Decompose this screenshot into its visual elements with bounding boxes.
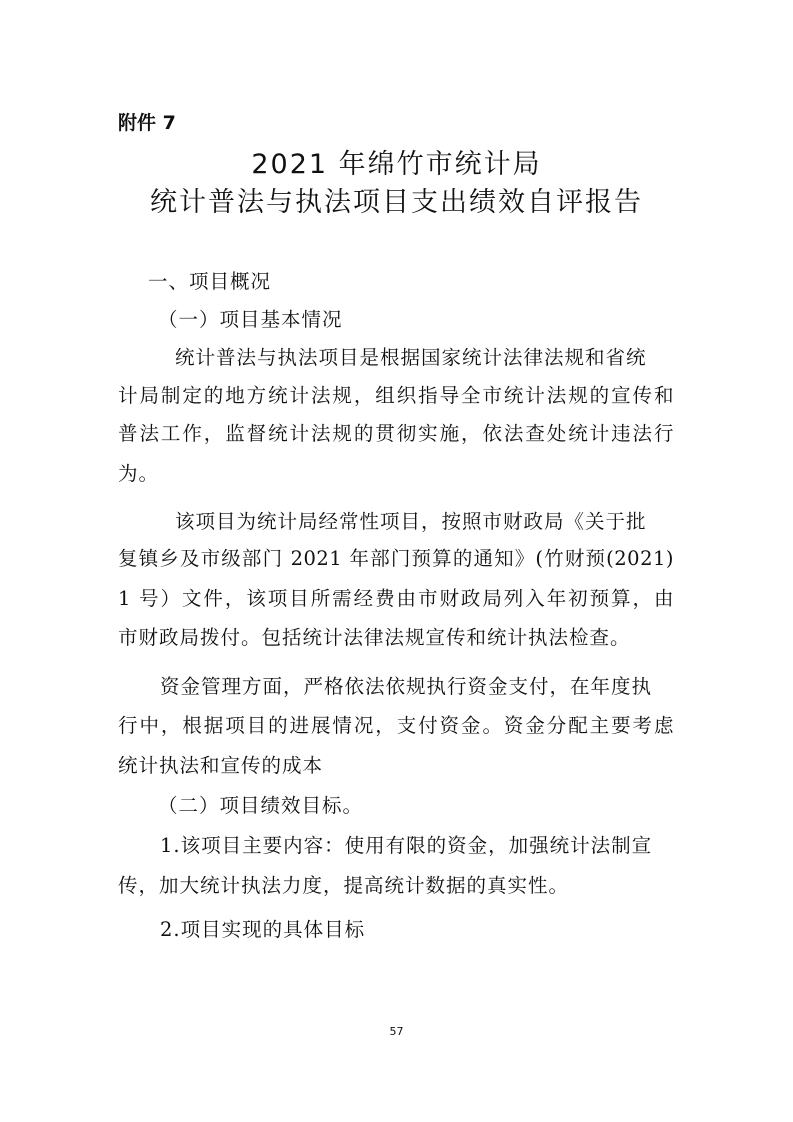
paragraph-line: 统计普法与执法项目是根据国家统计法律法规和省统 xyxy=(175,346,647,369)
paragraph-line: 复镇乡及市级部门 2021 年部门预算的通知》(竹财预(2021) xyxy=(118,547,674,570)
paragraph-line: 为。 xyxy=(118,462,160,485)
paragraph-line: 1 号）文件，该项目所需经费由市财政局列入年初预算，由 xyxy=(118,587,674,610)
section-heading-overview: 一、项目概况 xyxy=(148,270,272,293)
paragraph-line: 资金管理方面，严格依法依规执行资金支付，在年度执 xyxy=(160,675,653,698)
attachment-label: 附件 7 xyxy=(118,112,176,134)
paragraph-line: 行中，根据项目的进展情况，支付资金。资金分配主要考虑 xyxy=(118,714,674,737)
paragraph-line: 1.该项目主要内容：使用有限的资金，加强统计法制宣 xyxy=(160,834,653,857)
paragraph-line: 统计执法和宣传的成本 xyxy=(118,754,324,777)
paragraph-line: 计局制定的地方统计法规，组织指导全市统计法规的宣传和 xyxy=(118,384,674,407)
document-title-line-2: 统计普法与执法项目支出绩效自评报告 xyxy=(150,187,643,218)
paragraph-line: 2.项目实现的具体目标 xyxy=(160,918,366,941)
page-number: 57 xyxy=(389,1025,404,1038)
subsection-heading-performance-goals: （二）项目绩效目标。 xyxy=(158,794,364,817)
paragraph-line: 普法工作，监督统计法规的贯彻实施，依法查处统计违法行 xyxy=(118,422,674,445)
paragraph-line: 该项目为统计局经常性项目，按照市财政局《关于批 xyxy=(175,510,647,533)
paragraph-line: 市财政局拨付。包括统计法律法规宣传和统计执法检查。 xyxy=(118,626,631,649)
subsection-heading-basic-info: （一）项目基本情况 xyxy=(158,308,343,331)
paragraph-line: 传，加大统计执法力度，提高统计数据的真实性。 xyxy=(118,874,570,897)
document-title-line-1: 2021 年绵竹市统计局 xyxy=(251,149,542,180)
